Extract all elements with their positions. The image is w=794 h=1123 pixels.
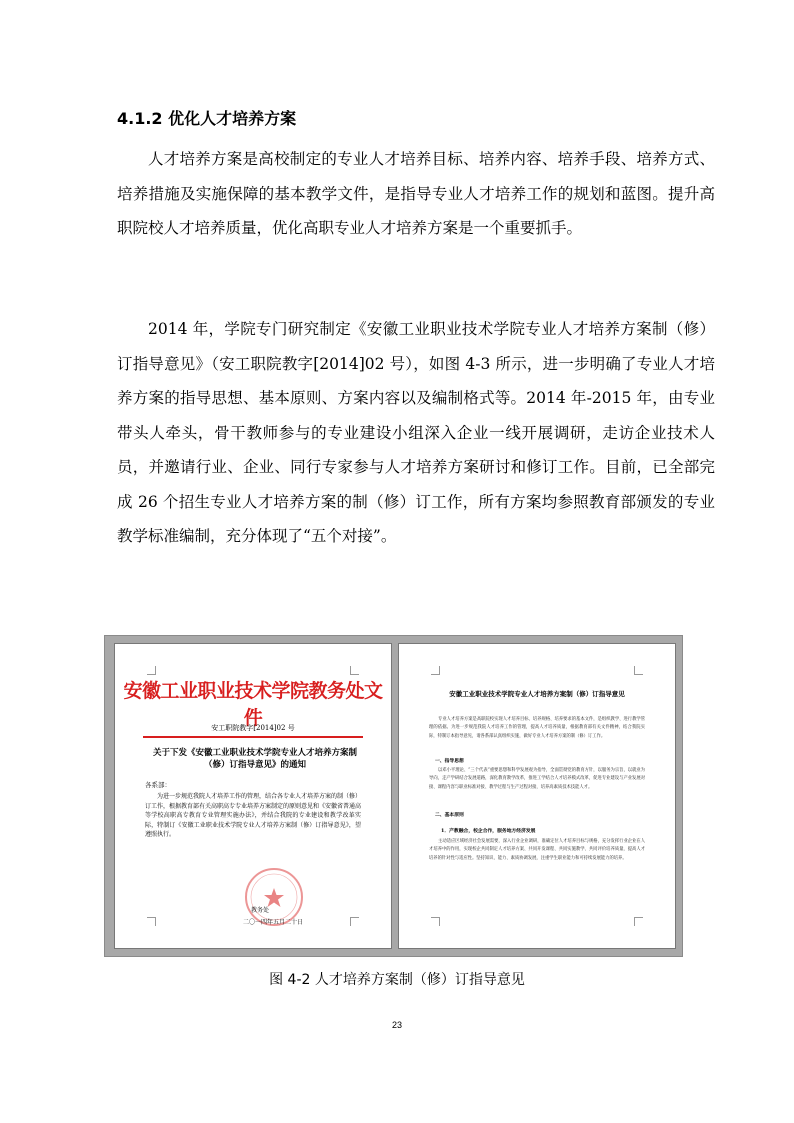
guideline-section-3: 主动适应区域经济社会发展需要，深入行业企业调研，准确定位人才培养目标与规格，充分发挥行业企业在人才培养中的作用，实现校企共同制定人才培养方案、共同开发课程、共同实施教学、共同评价培养质量，提高人才培养的针对性与适应性。坚持知识、能力、素质协调发展，注重学生职业能力和可持续发展能力的培养。 <box>429 839 645 861</box>
guideline-heading-3: 1．产教融合，校企合作，服务地方经济发展 <box>441 828 536 834</box>
red-divider-line <box>143 736 363 738</box>
guideline-intro: 专业人才培养方案是高职院校实现人才培养目标、培养规格、培养要求的基本文件，是组织教学、进行教学管理的依据。为进一步规范我院人才培养工作的管理，提高人才培养质量，根据教育部有关文件精神，结合我院实际，特制订本指导意见，请各系部认真组织实施，做好专业人才培养方案的制（修）订工作。 <box>429 717 645 739</box>
paragraph-2014: 2014 年，学院专门研究制定《安徽工业职业技术学院专业人才培养方案制（修）订指导意见》（安工职院教字[2014]02 号），如图 4-3 所示，进一步明确了专业人才培养方案的指导思想、基本原则、方案内容以及编制格式等。2014 年-2015 年，由专业带头人牵头，骨干教师参与的专业建设小组深入企业一线开展调研，走访企业技术人员，并邀请行业、企业、同行专家参与人才培养方案研讨和修订工作。目前，已全部完成 26 个招生专业人才培养方案的制（修）订工作，所有方案均参照教育部颁发的专业教学标准编制，充分体现了“五个对接”。 <box>117 320 715 545</box>
red-header-title: 安徽工业职业技术学院教务处文件 <box>123 680 383 729</box>
document-number: 安工职院教字[2014]02 号 <box>211 724 295 732</box>
notice-body: 为进一步规范我院人才培养工作的管理，结合各专业人才培养方案的制（修）订工作，根据教育部有关高职高专专业培养方案制定的原则意见和《安徽省普通高等学校高职高专教育专业管理实施办法》，并结合我院的专业建设和教学改革实际，特制订《安徽工业职业技术学院专业人才培养方案制（修）订指导意见》，望遵照执行。 <box>145 793 362 839</box>
page-number: 23 <box>391 1020 402 1030</box>
guideline-heading-2: 二、基本原则 <box>435 812 464 818</box>
guideline-heading-1: 一、指导思想 <box>435 758 464 764</box>
notice-document-page <box>114 643 392 949</box>
issuer-name: 教务处 <box>251 907 270 914</box>
section-heading: 4.1.2 优化人才培养方案 <box>117 109 297 128</box>
figure-document-scans <box>104 635 683 957</box>
notice-title: 关于下发《安徽工业职业技术学院专业人才培养方案制（修）订指导意见》的通知 <box>152 748 357 770</box>
figure-caption: 图 4-2 人才培养方案制（修）订指导意见 <box>269 972 525 988</box>
guideline-section-1: 以邓小平理论、“三个代表”重要思想和科学发展观为指导，全面贯彻党的教育方针，以服务为宗旨，以就业为导向，走产学研结合发展道路，深化教育教学改革，推进工学结合人才培养模式改革，促进专业建设与产业发展对接、课程内容与职业标准对接、教学过程与生产过程对接，培养高素质技术技能人才。 <box>429 768 645 790</box>
guideline-document-page <box>398 643 676 949</box>
guideline-title: 安徽工业职业技术学院专业人才培养方案制（修）订指导意见 <box>449 690 625 698</box>
issue-date: 二〇一四年五月二十日 <box>243 919 304 926</box>
salutation: 各系部： <box>145 781 171 789</box>
paragraph-intro: 人才培养方案是高校制定的专业人才培养目标、培养内容、培养手段、培养方式、培养措施及实施保障的基本教学文件，是指导专业人才培养工作的规划和蓝图。提升高职院校人才培养质量，优化高职专业人才培养方案是一个重要抓手。 <box>117 150 715 237</box>
